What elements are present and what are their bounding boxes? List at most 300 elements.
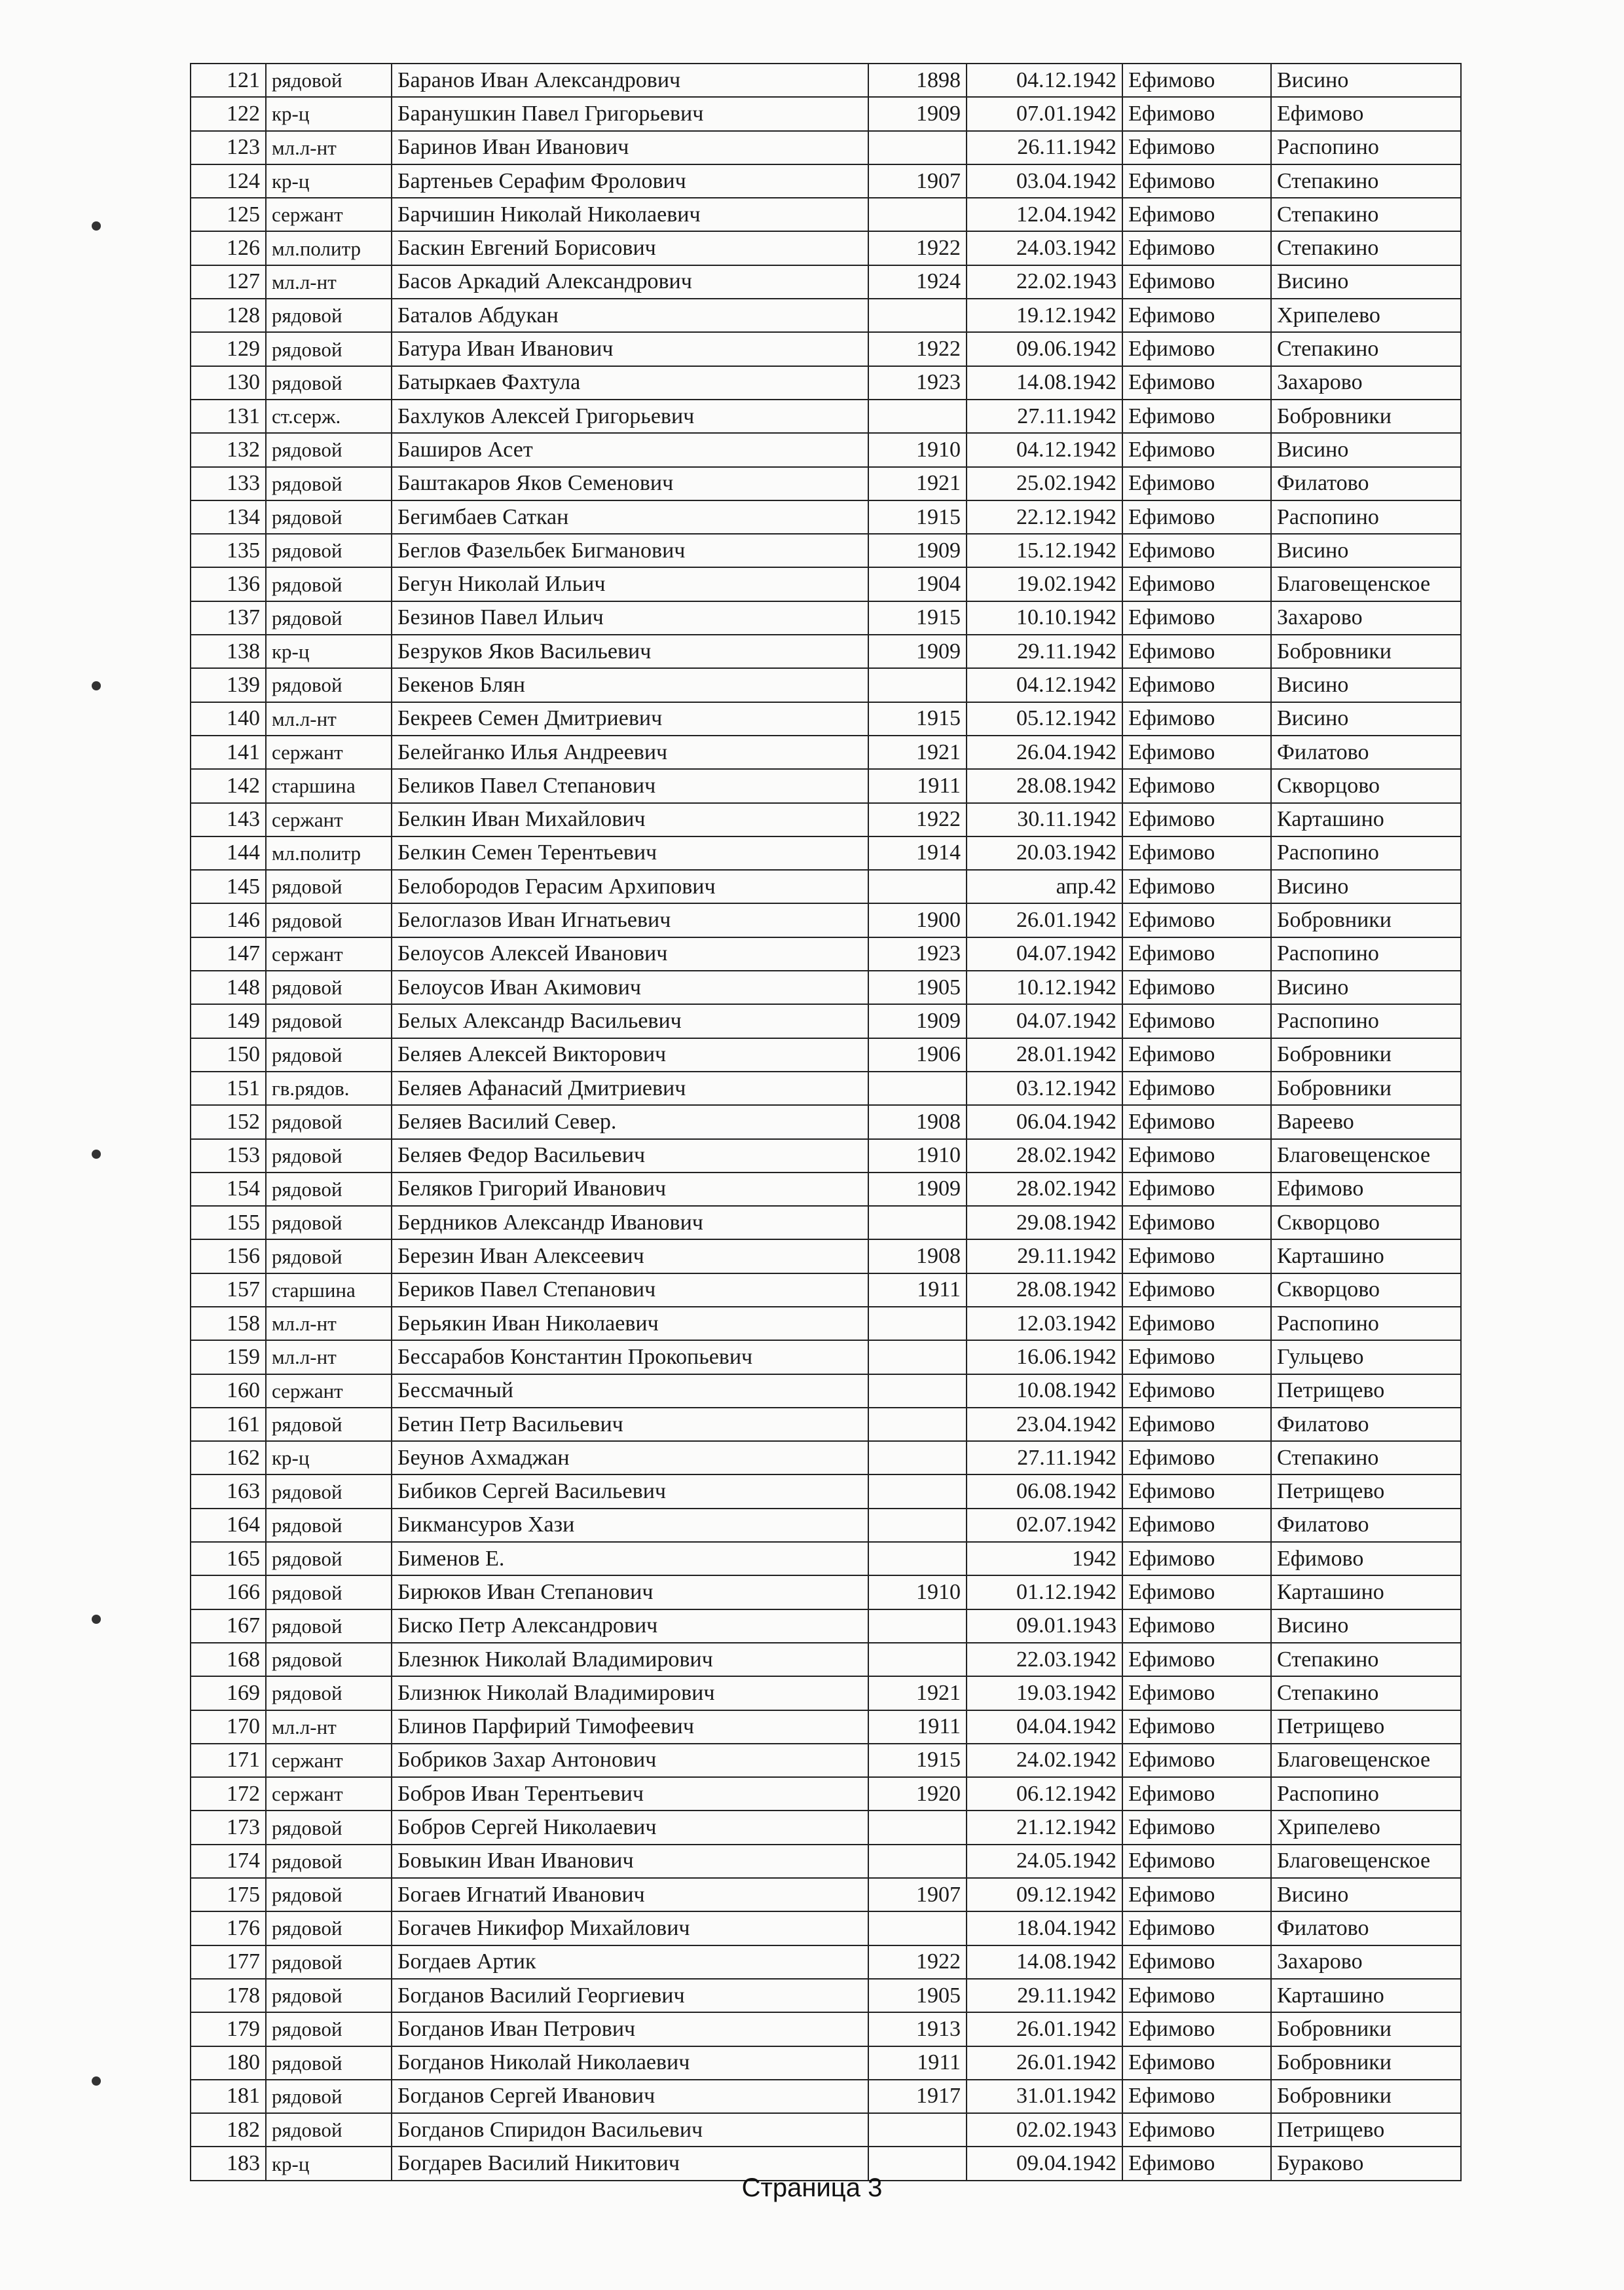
table-row (191, 937, 1461, 971)
cell-name: Бессмачный (392, 1374, 868, 1408)
cell-burial: Филатово (1271, 1408, 1461, 1441)
table-row (191, 265, 1461, 299)
cell-name: Богданов Николай Николаевич (392, 2046, 868, 2080)
cell-date: 03.12.1942 (967, 1072, 1122, 1105)
table-row (191, 1239, 1461, 1273)
cell-burial: Скворцово (1271, 1206, 1461, 1239)
cell-name: Бикмансуров Хази (392, 1509, 868, 1542)
table-row (191, 1945, 1461, 1979)
table-row (191, 1105, 1461, 1138)
cell-rank: мл.л-нт (266, 131, 392, 164)
cell-year: 1911 (868, 1273, 967, 1307)
cell-burial: Ефимово (1271, 1542, 1461, 1575)
cell-date: 26.01.1942 (967, 2012, 1122, 2046)
cell-year: 1924 (868, 265, 967, 299)
cell-burial: Висино (1271, 265, 1461, 299)
cell-burial: Захарово (1271, 1945, 1461, 1979)
table-row (191, 1139, 1461, 1173)
cell-name: Баширов Асет (392, 433, 868, 466)
cell-burial: Скворцово (1271, 769, 1461, 802)
cell-rank: рядовой (266, 1979, 392, 2012)
cell-burial: Распопино (1271, 836, 1461, 870)
cell-date: 04.12.1942 (967, 668, 1122, 702)
cell-burial: Бобровники (1271, 635, 1461, 668)
cell-rank: кр-ц (266, 164, 392, 198)
table-row (191, 803, 1461, 836)
cell-name: Бетин Петр Васильевич (392, 1408, 868, 1441)
cell-date: 05.12.1942 (967, 702, 1122, 736)
cell-burial: Степакино (1271, 1676, 1461, 1710)
cell-name: Белкин Иван Михайлович (392, 803, 868, 836)
cell-rank: рядовой (266, 433, 392, 466)
cell-rank: ст.серж. (266, 400, 392, 433)
cell-year: 1914 (868, 836, 967, 870)
cell-burial: Степакино (1271, 164, 1461, 198)
cell-burial: Распопино (1271, 1777, 1461, 1811)
cell-date: 1942 (967, 1542, 1122, 1575)
cell-burial: Степакино (1271, 1643, 1461, 1676)
cell-place: Ефимово (1122, 803, 1271, 836)
cell-year (868, 400, 967, 433)
cell-date: 15.12.1942 (967, 534, 1122, 567)
cell-num: 122 (191, 97, 266, 130)
cell-year: 1915 (868, 500, 967, 534)
cell-burial: Карташино (1271, 1239, 1461, 1273)
cell-rank: мл.л-нт (266, 1307, 392, 1340)
cell-date: 28.02.1942 (967, 1173, 1122, 1206)
cell-rank: рядовой (266, 1542, 392, 1575)
cell-burial: Петрищево (1271, 1374, 1461, 1408)
cell-num: 158 (191, 1307, 266, 1340)
cell-date: 14.08.1942 (967, 1945, 1122, 1979)
cell-num: 159 (191, 1340, 266, 1374)
table-row (191, 2080, 1461, 2113)
cell-burial: Висино (1271, 64, 1461, 97)
cell-burial: Благовещенское (1271, 1139, 1461, 1173)
cell-name: Баринов Иван Иванович (392, 131, 868, 164)
table-row (191, 836, 1461, 870)
cell-year: 1911 (868, 1710, 967, 1744)
records-table-body (191, 64, 1461, 2181)
punch-hole-mark (92, 221, 101, 231)
cell-place: Ефимово (1122, 1273, 1271, 1307)
cell-year: 1923 (868, 366, 967, 400)
cell-burial: Скворцово (1271, 1273, 1461, 1307)
cell-num: 169 (191, 1676, 266, 1710)
table-row (191, 567, 1461, 601)
cell-place: Ефимово (1122, 971, 1271, 1004)
cell-year: 1905 (868, 1979, 967, 2012)
cell-place: Ефимово (1122, 1575, 1271, 1609)
cell-year: 1921 (868, 736, 967, 769)
cell-place: Ефимово (1122, 366, 1271, 400)
cell-name: Баранушкин Павел Григорьевич (392, 97, 868, 130)
cell-name: Бовыкин Иван Иванович (392, 1845, 868, 1878)
cell-burial: Филатово (1271, 1911, 1461, 1945)
cell-burial: Ефимово (1271, 1173, 1461, 1206)
cell-name: Беунов Ахмаджан (392, 1441, 868, 1474)
table-row (191, 97, 1461, 130)
cell-year (868, 1911, 967, 1945)
cell-rank: рядовой (266, 1676, 392, 1710)
cell-rank: сержант (266, 1777, 392, 1811)
cell-name: Белейганко Илья Андреевич (392, 736, 868, 769)
cell-place: Ефимово (1122, 2046, 1271, 2080)
cell-num: 123 (191, 131, 266, 164)
cell-num: 133 (191, 467, 266, 500)
cell-place: Ефимово (1122, 332, 1271, 366)
cell-rank: мл.политр (266, 836, 392, 870)
cell-rank: рядовой (266, 668, 392, 702)
cell-rank: рядовой (266, 601, 392, 635)
cell-num: 137 (191, 601, 266, 635)
cell-place: Ефимово (1122, 1374, 1271, 1408)
cell-place: Ефимово (1122, 937, 1271, 971)
cell-year: 1908 (868, 1105, 967, 1138)
cell-name: Бименов Е. (392, 1542, 868, 1575)
cell-date: 26.11.1942 (967, 131, 1122, 164)
table-row (191, 164, 1461, 198)
cell-place: Ефимово (1122, 1542, 1271, 1575)
cell-date: 09.01.1943 (967, 1609, 1122, 1643)
table-row (191, 1878, 1461, 1911)
cell-year (868, 1542, 967, 1575)
table-row (191, 1911, 1461, 1945)
cell-burial: Висино (1271, 668, 1461, 702)
cell-year (868, 1307, 967, 1340)
cell-date: 14.08.1942 (967, 366, 1122, 400)
cell-place: Ефимово (1122, 1206, 1271, 1239)
cell-date: 10.08.1942 (967, 1374, 1122, 1408)
cell-num: 129 (191, 332, 266, 366)
cell-date: 22.02.1943 (967, 265, 1122, 299)
cell-burial: Ефимово (1271, 97, 1461, 130)
cell-place: Ефимово (1122, 1004, 1271, 1038)
cell-date: 16.06.1942 (967, 1340, 1122, 1374)
cell-burial: Висино (1271, 534, 1461, 567)
cell-num: 174 (191, 1845, 266, 1878)
cell-name: Беляков Григорий Иванович (392, 1173, 868, 1206)
cell-burial: Благовещенское (1271, 1744, 1461, 1777)
cell-num: 170 (191, 1710, 266, 1744)
cell-name: Богдарев Василий Никитович (392, 2147, 868, 2180)
cell-rank: рядовой (266, 1509, 392, 1542)
cell-name: Баталов Абдукан (392, 299, 868, 332)
cell-name: Богачев Никифор Михайлович (392, 1911, 868, 1945)
cell-place: Ефимово (1122, 1777, 1271, 1811)
cell-place: Ефимово (1122, 534, 1271, 567)
cell-date: 28.01.1942 (967, 1038, 1122, 1072)
cell-rank: мл.л-нт (266, 1340, 392, 1374)
cell-rank: рядовой (266, 1609, 392, 1643)
table-row (191, 131, 1461, 164)
punch-hole-mark (92, 1150, 101, 1159)
table-row (191, 2012, 1461, 2046)
cell-place: Ефимово (1122, 1340, 1271, 1374)
table-row (191, 400, 1461, 433)
cell-rank: рядовой (266, 1945, 392, 1979)
table-row (191, 1609, 1461, 1643)
cell-date: 04.12.1942 (967, 64, 1122, 97)
cell-date: 19.03.1942 (967, 1676, 1122, 1710)
cell-year (868, 1072, 967, 1105)
cell-place: Ефимово (1122, 500, 1271, 534)
cell-year: 1910 (868, 433, 967, 466)
cell-year (868, 1408, 967, 1441)
cell-name: Беляев Афанасий Дмитриевич (392, 1072, 868, 1105)
cell-num: 172 (191, 1777, 266, 1811)
cell-place: Ефимово (1122, 1441, 1271, 1474)
cell-num: 183 (191, 2147, 266, 2180)
table-row (191, 870, 1461, 903)
cell-num: 167 (191, 1609, 266, 1643)
cell-place: Ефимово (1122, 1509, 1271, 1542)
cell-name: Бобров Иван Терентьевич (392, 1777, 868, 1811)
cell-name: Безинов Павел Ильич (392, 601, 868, 635)
cell-num: 173 (191, 1811, 266, 1844)
cell-place: Ефимово (1122, 668, 1271, 702)
cell-burial: Благовещенское (1271, 1845, 1461, 1878)
cell-burial: Висино (1271, 433, 1461, 466)
cell-name: Басов Аркадий Александрович (392, 265, 868, 299)
table-row (191, 668, 1461, 702)
cell-year (868, 299, 967, 332)
cell-year: 1922 (868, 231, 967, 265)
cell-burial: Хрипелево (1271, 1811, 1461, 1844)
table-row (191, 198, 1461, 231)
cell-burial: Петрищево (1271, 2113, 1461, 2147)
cell-num: 176 (191, 1911, 266, 1945)
cell-num: 182 (191, 2113, 266, 2147)
cell-date: 18.04.1942 (967, 1911, 1122, 1945)
cell-burial: Карташино (1271, 1979, 1461, 2012)
cell-date: 09.06.1942 (967, 332, 1122, 366)
cell-date: 21.12.1942 (967, 1811, 1122, 1844)
cell-place: Ефимово (1122, 1173, 1271, 1206)
cell-name: Бахлуков Алексей Григорьевич (392, 400, 868, 433)
cell-num: 146 (191, 903, 266, 937)
cell-year: 1908 (868, 1239, 967, 1273)
cell-num: 147 (191, 937, 266, 971)
cell-rank: рядовой (266, 2046, 392, 2080)
cell-place: Ефимово (1122, 601, 1271, 635)
cell-burial: Петрищево (1271, 1710, 1461, 1744)
cell-name: Бессарабов Константин Прокопьевич (392, 1340, 868, 1374)
cell-year: 1922 (868, 803, 967, 836)
cell-year: 1909 (868, 1173, 967, 1206)
cell-year (868, 1845, 967, 1878)
cell-year: 1913 (868, 2012, 967, 2046)
table-row (191, 1509, 1461, 1542)
table-row (191, 1811, 1461, 1844)
cell-name: Баранов Иван Александрович (392, 64, 868, 97)
cell-year (868, 668, 967, 702)
cell-num: 131 (191, 400, 266, 433)
table-row (191, 366, 1461, 400)
burial-records-table (190, 63, 1462, 2181)
cell-burial: Бобровники (1271, 400, 1461, 433)
cell-num: 165 (191, 1542, 266, 1575)
cell-rank: рядовой (266, 534, 392, 567)
cell-date: 07.01.1942 (967, 97, 1122, 130)
cell-year: 1911 (868, 769, 967, 802)
cell-num: 125 (191, 198, 266, 231)
cell-date: 28.08.1942 (967, 769, 1122, 802)
cell-year: 1922 (868, 1945, 967, 1979)
cell-burial: Бобровники (1271, 2046, 1461, 2080)
cell-place: Ефимово (1122, 467, 1271, 500)
cell-date: 31.01.1942 (967, 2080, 1122, 2113)
cell-place: Ефимово (1122, 131, 1271, 164)
cell-year: 1909 (868, 635, 967, 668)
cell-name: Беляев Василий Север. (392, 1105, 868, 1138)
cell-date: 30.11.1942 (967, 803, 1122, 836)
cell-rank: рядовой (266, 467, 392, 500)
cell-year: 1923 (868, 937, 967, 971)
cell-num: 180 (191, 2046, 266, 2080)
cell-year: 1909 (868, 1004, 967, 1038)
cell-name: Близнюк Николай Владимирович (392, 1676, 868, 1710)
cell-date: 01.12.1942 (967, 1575, 1122, 1609)
cell-rank: мл.л-нт (266, 1710, 392, 1744)
cell-num: 135 (191, 534, 266, 567)
cell-rank: рядовой (266, 299, 392, 332)
punch-hole-mark (92, 681, 101, 690)
table-row (191, 1845, 1461, 1878)
cell-burial: Распопино (1271, 937, 1461, 971)
cell-name: Богданов Иван Петрович (392, 2012, 868, 2046)
cell-rank: мл.л-нт (266, 265, 392, 299)
cell-rank: мл.л-нт (266, 702, 392, 736)
cell-rank: сержант (266, 736, 392, 769)
cell-rank: рядовой (266, 1173, 392, 1206)
cell-num: 132 (191, 433, 266, 466)
table-row (191, 1441, 1461, 1474)
cell-name: Батура Иван Иванович (392, 332, 868, 366)
cell-num: 154 (191, 1173, 266, 1206)
cell-year: 1917 (868, 2080, 967, 2113)
cell-date: 12.04.1942 (967, 198, 1122, 231)
table-row (191, 1575, 1461, 1609)
cell-name: Беглов Фазельбек Бигманович (392, 534, 868, 567)
cell-num: 153 (191, 1139, 266, 1173)
table-row (191, 299, 1461, 332)
cell-burial: Распопино (1271, 131, 1461, 164)
cell-date: 29.08.1942 (967, 1206, 1122, 1239)
cell-place: Ефимово (1122, 2113, 1271, 2147)
cell-num: 151 (191, 1072, 266, 1105)
cell-place: Ефимово (1122, 1105, 1271, 1138)
cell-name: Бериков Павел Степанович (392, 1273, 868, 1307)
cell-name: Бартеньев Серафим Фролович (392, 164, 868, 198)
cell-date: 02.07.1942 (967, 1509, 1122, 1542)
cell-burial: Висино (1271, 971, 1461, 1004)
cell-num: 126 (191, 231, 266, 265)
cell-num: 163 (191, 1474, 266, 1508)
cell-place: Ефимово (1122, 1744, 1271, 1777)
cell-burial: Вареево (1271, 1105, 1461, 1138)
cell-year (868, 870, 967, 903)
cell-name: Бибиков Сергей Васильевич (392, 1474, 868, 1508)
cell-name: Белкин Семен Терентьевич (392, 836, 868, 870)
cell-rank: сержант (266, 1744, 392, 1777)
cell-rank: рядовой (266, 1811, 392, 1844)
cell-year: 1907 (868, 164, 967, 198)
cell-date: 19.02.1942 (967, 567, 1122, 601)
cell-place: Ефимово (1122, 2147, 1271, 2180)
cell-burial: Карташино (1271, 803, 1461, 836)
table-row (191, 1676, 1461, 1710)
table-row (191, 1307, 1461, 1340)
cell-name: Березин Иван Алексеевич (392, 1239, 868, 1273)
cell-name: Блинов Парфирий Тимофеевич (392, 1710, 868, 1744)
cell-name: Богданов Василий Георгиевич (392, 1979, 868, 2012)
cell-name: Блезнюк Николай Владимирович (392, 1643, 868, 1676)
cell-num: 177 (191, 1945, 266, 1979)
cell-rank: сержант (266, 803, 392, 836)
cell-num: 139 (191, 668, 266, 702)
cell-num: 134 (191, 500, 266, 534)
cell-name: Беляев Федор Васильевич (392, 1139, 868, 1173)
cell-place: Ефимово (1122, 1945, 1271, 1979)
cell-year: 1922 (868, 332, 967, 366)
cell-year (868, 1609, 967, 1643)
cell-date: 10.12.1942 (967, 971, 1122, 1004)
cell-date: 24.02.1942 (967, 1744, 1122, 1777)
cell-rank: рядовой (266, 1206, 392, 1239)
cell-rank: кр-ц (266, 2147, 392, 2180)
cell-date: 28.08.1942 (967, 1273, 1122, 1307)
cell-year: 1909 (868, 534, 967, 567)
cell-date: 29.11.1942 (967, 1239, 1122, 1273)
table-row (191, 1340, 1461, 1374)
cell-num: 144 (191, 836, 266, 870)
cell-rank: рядовой (266, 567, 392, 601)
cell-place: Ефимово (1122, 97, 1271, 130)
table-row (191, 1038, 1461, 1072)
cell-rank: рядовой (266, 500, 392, 534)
cell-date: 06.12.1942 (967, 1777, 1122, 1811)
cell-num: 171 (191, 1744, 266, 1777)
cell-place: Ефимово (1122, 198, 1271, 231)
cell-num: 140 (191, 702, 266, 736)
cell-year: 1904 (868, 567, 967, 601)
cell-burial: Гульцево (1271, 1340, 1461, 1374)
cell-place: Ефимово (1122, 1643, 1271, 1676)
cell-rank: рядовой (266, 1575, 392, 1609)
table-row (191, 1173, 1461, 1206)
table-row (191, 231, 1461, 265)
cell-num: 150 (191, 1038, 266, 1072)
cell-place: Ефимово (1122, 164, 1271, 198)
cell-num: 141 (191, 736, 266, 769)
cell-date: 09.04.1942 (967, 2147, 1122, 2180)
cell-name: Баскин Евгений Борисович (392, 231, 868, 265)
table-row (191, 1273, 1461, 1307)
cell-rank: рядовой (266, 1643, 392, 1676)
cell-burial: Распопино (1271, 1307, 1461, 1340)
cell-burial: Висино (1271, 870, 1461, 903)
cell-name: Белых Александр Васильевич (392, 1004, 868, 1038)
cell-year: 1910 (868, 1575, 967, 1609)
cell-date: 23.04.1942 (967, 1408, 1122, 1441)
cell-rank: рядовой (266, 1911, 392, 1945)
cell-place: Ефимово (1122, 1072, 1271, 1105)
cell-num: 162 (191, 1441, 266, 1474)
cell-burial: Висино (1271, 702, 1461, 736)
cell-year: 1910 (868, 1139, 967, 1173)
cell-burial: Висино (1271, 1878, 1461, 1911)
